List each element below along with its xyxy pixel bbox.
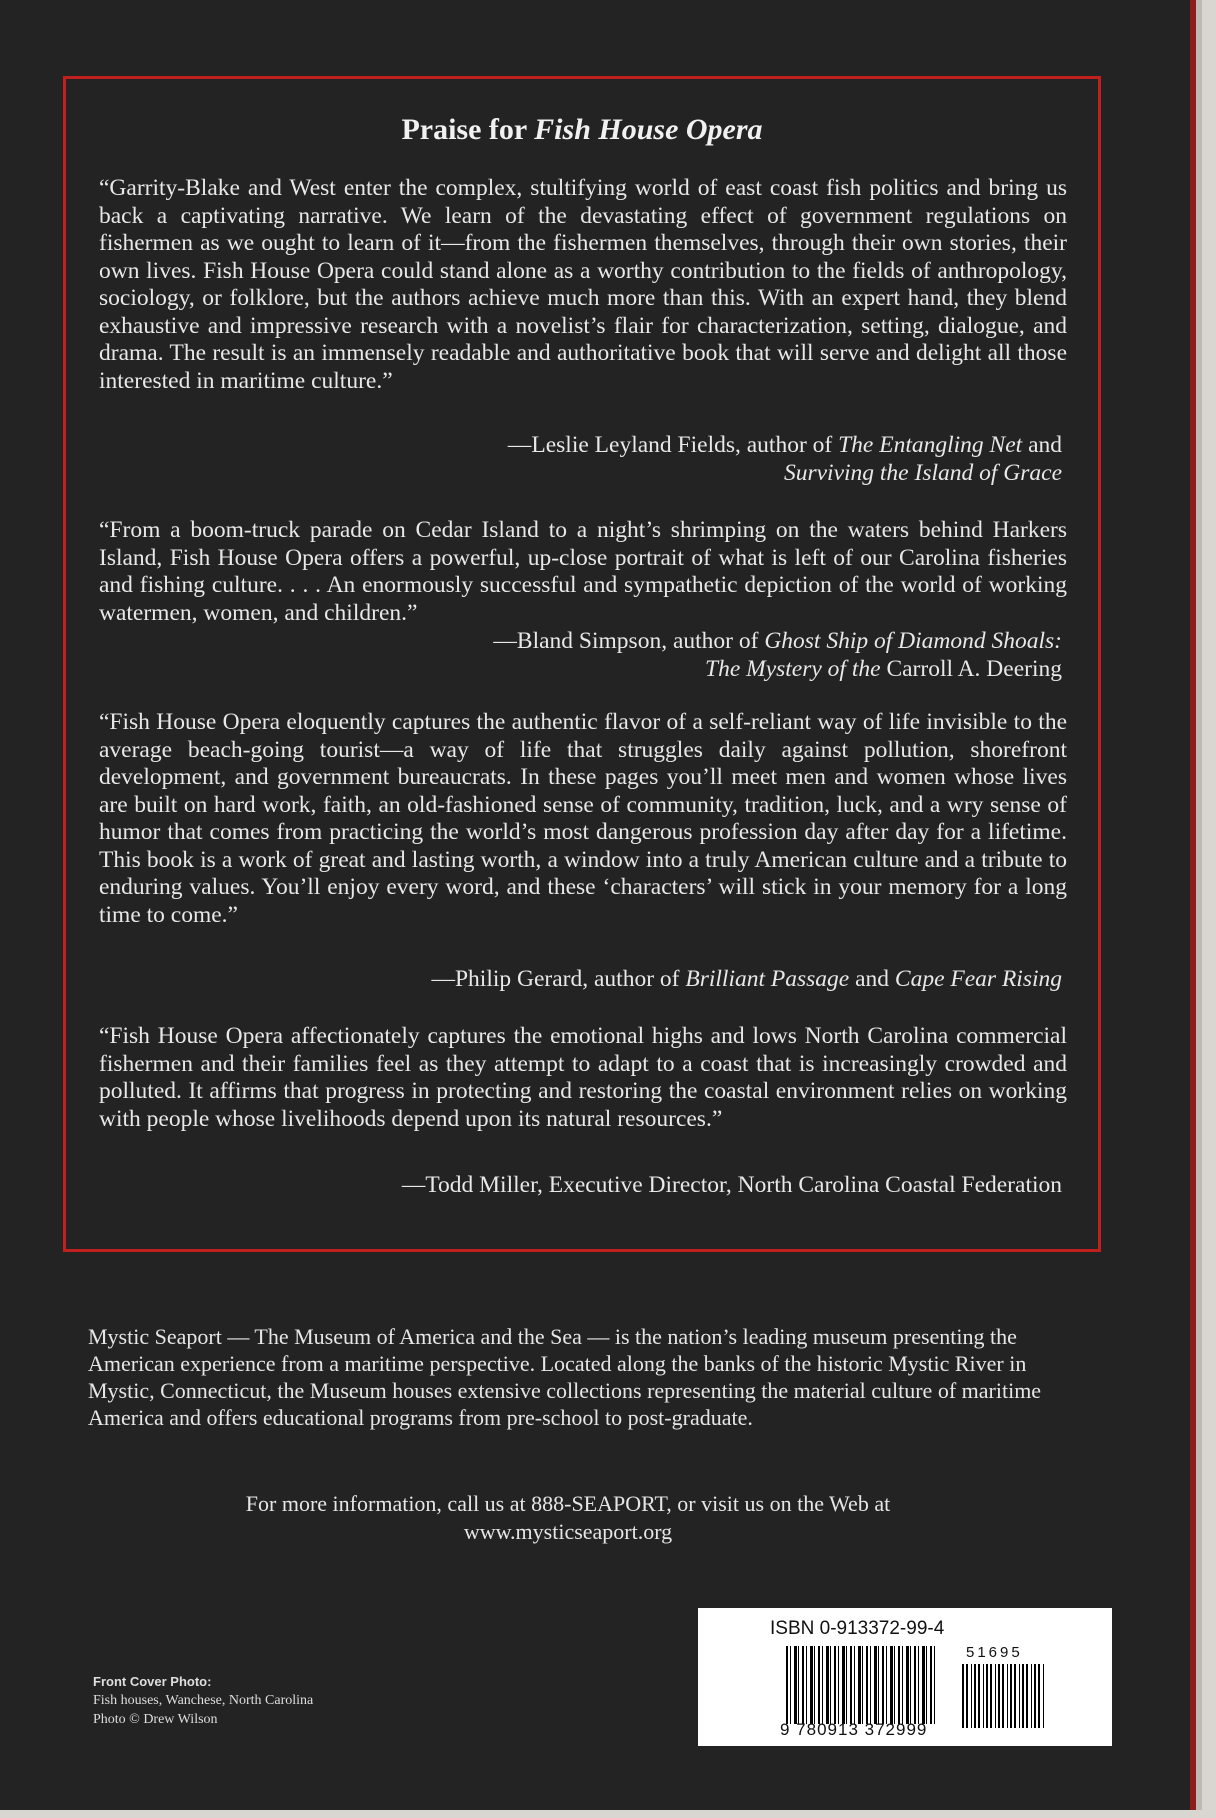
- quote-simpson: “From a boom-truck parade on Cedar Island to a night’s shrimping on the waters behind Harkers Island, Fish House Opera offers a powerful, up-close portrait of what is left of our Carolina fisheries and fishing culture. . . . An enormously successful and sympathetic depiction of the world of working watermen, women, and children.”: [99, 517, 1067, 626]
- ean-barcode-icon: [786, 1646, 936, 1724]
- museum-description: Mystic Seaport — The Museum of America and the Sea — is the nation’s leading museum presenting the American experience from a maritime perspective. Located along the banks of the historic Mystic River in Mystic, Connecticut, the Museum houses extensive collections representing the material culture of maritime America and offers educational programs from pre-school to post-graduate.: [88, 1324, 1042, 1430]
- attribution-book: Brilliant Passage: [685, 966, 850, 992]
- contact-info: [88, 1490, 1048, 1546]
- photo-credit-location: Fish houses, Wanchese, North Carolina: [93, 1693, 314, 1708]
- isbn-number: ISBN 0-913372-99-4: [770, 1618, 945, 1639]
- attribution-book: Ghost Ship of Diamond Shoals:: [764, 628, 1062, 654]
- photo-credit: [93, 1672, 413, 1729]
- attribution-book: The Mystery of the: [705, 656, 881, 682]
- price-addon-number: 51695: [966, 1644, 1023, 1661]
- isbn-barcode-box: [698, 1608, 1112, 1746]
- ean-number: 9 780913 372999: [780, 1720, 928, 1739]
- attribution-book: Surviving the Island of Grace: [783, 460, 1062, 486]
- attribution-and: and: [1022, 432, 1062, 458]
- attribution-gerard: [162, 965, 1062, 993]
- contact-line: For more information, call us at 888-SEAPORT, or visit us on the Web at: [245, 1491, 891, 1516]
- praise-title-book: Fish House Opera: [534, 113, 763, 146]
- attribution-book: Cape Fear Rising: [894, 966, 1062, 992]
- praise-title-prefix: Praise for: [401, 113, 535, 146]
- praise-title: [66, 113, 1098, 147]
- website-url: www.mysticseaport.org: [463, 1519, 673, 1544]
- quote-miller: “Fish House Opera affectionately captures the emotional highs and lows North Carolina commercial fishermen and their families feel as they attempt to adapt to a coast that is increasingly crowded and polluted. It affirms that progress in protecting and restoring the coastal environment relies on working with people whose livelihoods depend upon its natural resources.”: [99, 1023, 1067, 1132]
- praise-box: [63, 76, 1101, 1252]
- attribution-ship: Carroll A. Deering: [880, 656, 1062, 682]
- quote-gerard: “Fish House Opera eloquently captures the authentic flavor of a self-reliant way of life invisible to the average beach-going tourist—a way of life that struggles daily against pollution, shorefront development, and government bureaucrats. In these pages you’ll meet men and women whose lives are built on hard work, faith, an old-fashioned sense of community, tradition, luck, and a wry sense of humor that comes from practicing the world’s most dangerous profession day after day for a lifetime. This book is a work of great and lasting worth, a window into a truly American culture and a tribute to enduring values. You’ll enjoy every word, and these ‘characters’ will stick in your memory for a long time to come.”: [99, 709, 1067, 928]
- attribution-miller: —Todd Miller, Executive Director, North Carolina Coastal Federation: [401, 1172, 1062, 1198]
- attribution-author: —Philip Gerard, author of: [431, 966, 686, 992]
- attribution-simpson: [162, 627, 1062, 683]
- attribution-author: —Bland Simpson, author of: [493, 628, 765, 654]
- photo-credit-label: Front Cover Photo:: [93, 1674, 212, 1689]
- attribution-author: —Leslie Leyland Fields, author of: [507, 432, 839, 458]
- attribution-book: The Entangling Net: [838, 432, 1023, 458]
- attribution-and: and: [849, 966, 895, 992]
- quote-fields: “Garrity-Blake and West enter the complex, stultifying world of east coast fish politics and bring us back a captivating narrative. We learn of the devastating effect of government regulations on fishermen as we ought to learn of it—from the fishermen themselves, through their own stories, their own lives. Fish House Opera could stand alone as a worthy contribution to the fields of anthropology, sociology, or folklore, but the authors achieve much more than this. With an expert hand, they blend exhaustive and impressive research with a novelist’s flair for characterization, setting, dialogue, and drama. The result is an immensely readable and authoritative book that will serve and delight all those interested in maritime culture.”: [99, 175, 1067, 394]
- attribution-fields: [162, 431, 1062, 487]
- photo-credit-photographer: Photo © Drew Wilson: [93, 1712, 218, 1727]
- addon-barcode-icon: [962, 1664, 1044, 1728]
